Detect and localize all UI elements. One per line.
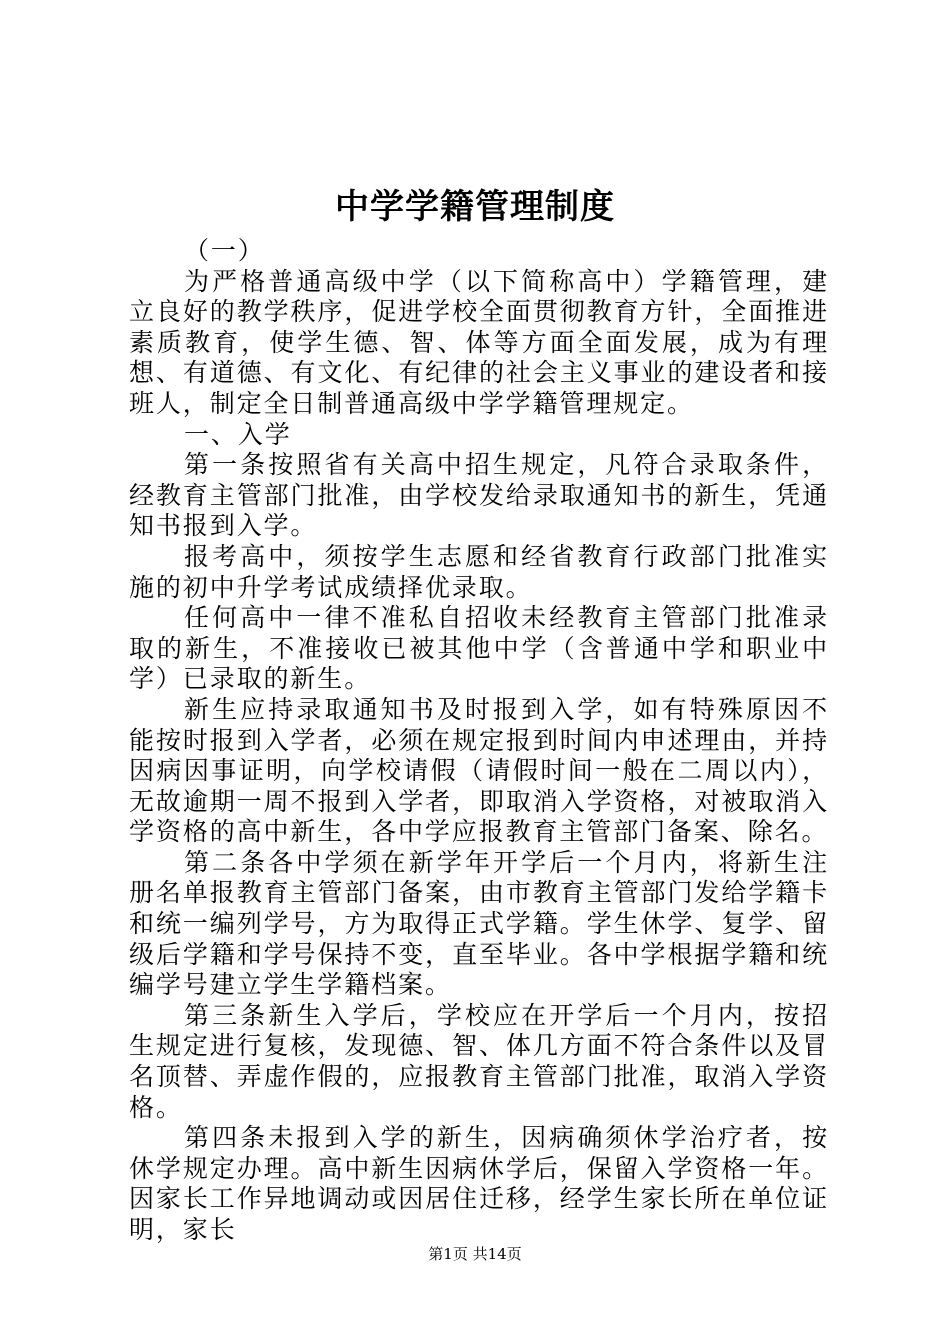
paragraph-article-3: 第三条新生入学后，学校应在开学后一个月内，按招生规定进行复核，发现德、智、体几方面不符合条件以及冒名顶替、弄虚作假的，应报教育主管部门批准，取消入学资格。: [129, 1000, 829, 1122]
section-heading-admission: 一、入学: [184, 419, 292, 449]
page-number-footer: 第1页 共14页: [428, 1245, 522, 1263]
paragraph-registration-deadline: 新生应持录取通知书及时报到入学，如有特殊原因不能按时报到入学者，必须在规定报到时间内申述理由，并持因病因事证明，向学校请假（请假时间一般在二周以内），无故逾期一周不报到入学者，即取消入学资格，对被取消入学资格的高中新生，各中学应报教育主管部门备案、除名。: [129, 694, 829, 847]
paragraph-no-private-enrollment: 任何高中一律不准私自招收未经教育主管部门批准录取的新生，不准接收已被其他中学（含普通中学和职业中学）已录取的新生。: [129, 603, 829, 694]
paragraph-article-2: 第二条各中学须在新学年开学后一个月内，将新生注册名单报教育主管部门备案，由市教育主管部门发给学籍卡和统一编列学号，方为取得正式学籍。学生休学、复学、留级后学籍和学号保持不变，直至毕业。各中学根据学籍和统编学号建立学生学籍档案。: [129, 847, 829, 1000]
document-title: 中学学籍管理制度: [335, 187, 615, 227]
paragraph-article-1: 第一条按照省有关高中招生规定，凡符合录取条件，经教育主管部门批准，由学校发给录取通知书的新生，凭通知书报到入学。: [129, 450, 829, 541]
paragraph-exam-admission: 报考高中，须按学生志愿和经省教育行政部门批准实施的初中升学考试成绩择优录取。: [129, 541, 829, 602]
document-body: [129, 236, 829, 1246]
paragraph-intro: 为严格普通高级中学（以下简称高中）学籍管理，建立良好的教学秩序，促进学校全面贯彻教育方针，全面推进素质教育，使学生德、智、体等方面全面发展，成为有理想、有道德、有文化、有纪律的社会主义事业的建设者和接班人，制定全日制普通高级中学学籍管理规定。: [129, 266, 829, 418]
paragraph-section-number: （一）: [184, 236, 265, 265]
paragraph-article-4: 第四条未报到入学的新生，因病确须休学治疗者，按休学规定办理。高中新生因病休学后，保留入学资格一年。因家长工作异地调动或因居住迁移，经学生家长所在单位证明，家长: [129, 1123, 829, 1244]
